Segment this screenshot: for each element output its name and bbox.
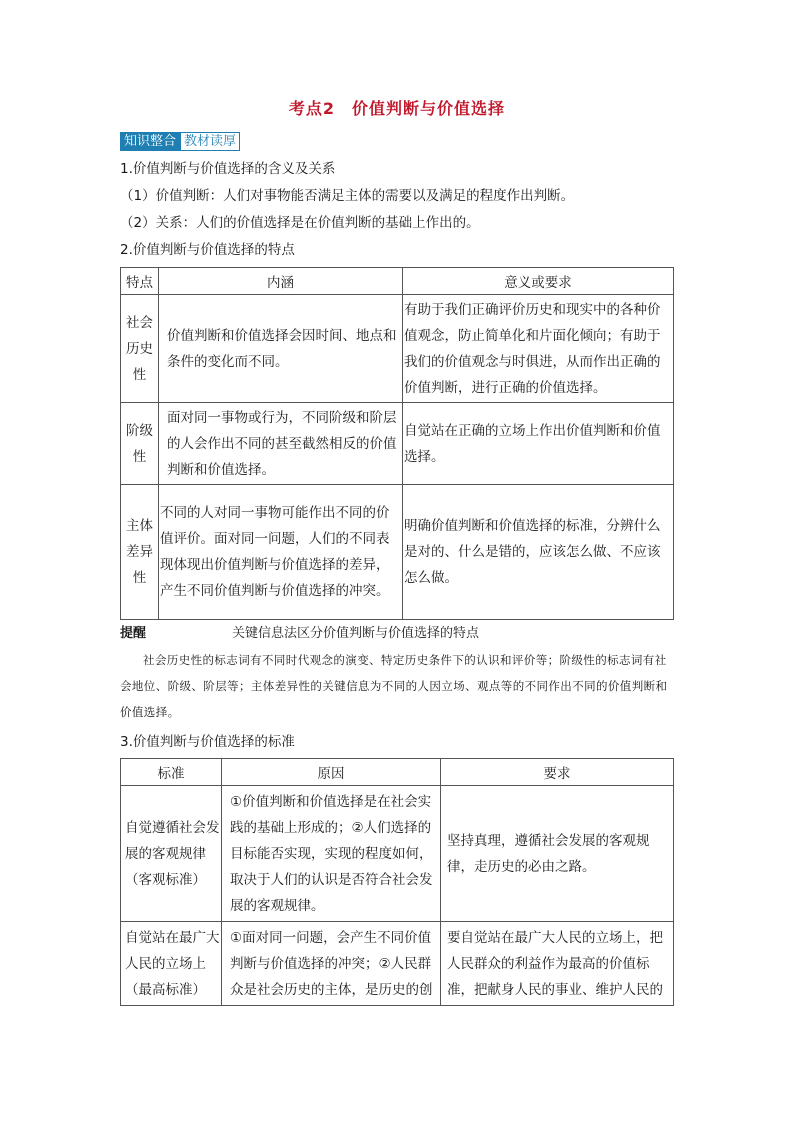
table-header-row <box>121 759 674 786</box>
meaning-cell: 面对同一事物或行为，不同阶级和阶层的人会作出不同的甚至截然相反的价值判断和价值选择。 <box>159 403 403 485</box>
reason-cell: ①价值判断和价值选择是在社会实践的基础上形成的；②人们选择的目标能否实现，实现的程度如何，取决于人们的认识是否符合社会发展的客观规律。 <box>222 786 441 922</box>
requirement-cell: 有助于我们正确评价历史和现实中的各种价值观念，防止简单化和片面化倾向；有助于我们的价值观念与时俱进，从而作出正确的价值判断，进行正确的价值选择。 <box>403 295 674 403</box>
col-header-feature: 特点 <box>121 268 159 295</box>
table-header-row <box>121 268 674 295</box>
table-row <box>121 403 674 485</box>
meaning-cell: 价值判断和价值选择会因时间、地点和条件的变化而不同。 <box>159 295 403 403</box>
col-header-reason: 原因 <box>222 759 441 786</box>
standard-cell: 自觉站在最广大人民的立场上（最高标准） <box>121 922 222 1006</box>
characteristics-table <box>120 267 674 620</box>
table-row <box>121 922 674 1006</box>
reason-cell: ①面对同一问题，会产生不同价值判断与价值选择的冲突；②人民群众是社会历史的主体，是历史的创 <box>222 922 441 1006</box>
col-header-requirement: 意义或要求 <box>403 268 674 295</box>
remind-title: 关键信息法区分价值判断与价值选择的特点 <box>232 626 480 641</box>
tag-textbook: 教材读厚 <box>180 132 240 151</box>
feature-cell: 社会历史性 <box>121 295 159 403</box>
remind-body: 社会历史性的标志词有不同时代观念的演变、特定历史条件下的认识和评价等；阶级性的标志词有社会地位、阶级、阶层等；主体差异性的关键信息为不同的人因立场、观点等的不同作出不同的价值判断和价值选择。 <box>120 653 668 719</box>
tag-knowledge: 知识整合 <box>120 132 180 151</box>
table-row <box>121 485 674 620</box>
table-row <box>121 295 674 403</box>
s2-heading: 2.价值判断与价值选择的特点 <box>120 242 295 258</box>
requirement-cell: 要自觉站在最广大人民的立场上，把人民群众的利益作为最高的价值标准，把献身人民的事业、维护人民的 <box>441 922 674 1006</box>
col-header-requirement: 要求 <box>441 759 674 786</box>
col-header-standard: 标准 <box>121 759 222 786</box>
col-header-meaning: 内涵 <box>159 268 403 295</box>
meaning-cell: 不同的人对同一事物可能作出不同的价值评价。面对同一问题，人们的不同表现体现出价值判断与价值选择的差异，产生不同价值判断与价值选择的冲突。 <box>159 485 403 620</box>
remind-label: 提醒 <box>120 626 147 641</box>
requirement-cell: 明确价值判断和价值选择的标准，分辨什么是对的、什么是错的，应该怎么做、不应该怎么做。 <box>403 485 674 620</box>
requirement-cell: 自觉站在正确的立场上作出价值判断和价值选择。 <box>403 403 674 485</box>
s1-heading: 1.价值判断与价值选择的含义及关系 <box>120 161 336 177</box>
standard-cell: 自觉遵循社会发展的客观规律（客观标准） <box>121 786 222 922</box>
remind-box <box>120 622 680 641</box>
s3-heading: 3.价值判断与价值选择的标准 <box>120 734 295 750</box>
section-title: 考点2 价值判断与价值选择 <box>288 99 506 118</box>
feature-cell: 阶级性 <box>121 403 159 485</box>
feature-cell: 主体差异性 <box>121 485 159 620</box>
tag-group <box>120 132 240 151</box>
standards-table <box>120 758 674 1006</box>
s1-item2: （2）关系：人们的价值选择是在价值判断的基础上作出的。 <box>120 215 480 231</box>
table-row <box>121 786 674 922</box>
requirement-cell: 坚持真理，遵循社会发展的客观规律，走历史的必由之路。 <box>441 786 674 922</box>
s1-item1: （1）价值判断：人们对事物能否满足主体的需要以及满足的程度作出判断。 <box>120 188 575 204</box>
